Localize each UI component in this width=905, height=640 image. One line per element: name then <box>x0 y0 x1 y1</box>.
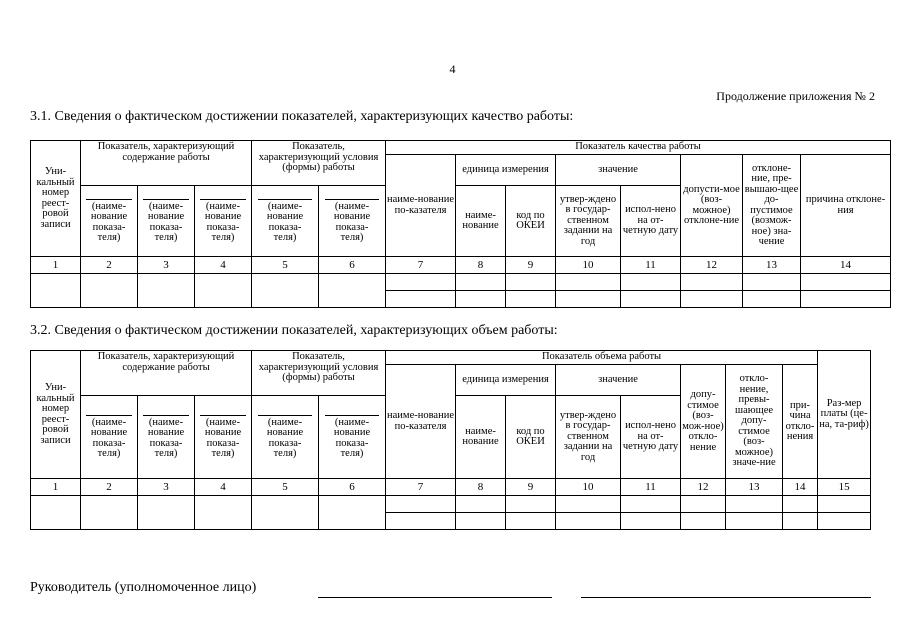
header-conditions-group: Показатель, характеризующий условия (формы) работы <box>252 141 386 186</box>
header-value-approved: утвер-ждено в государ-ственном задании на год <box>556 186 621 257</box>
empty-cell <box>319 496 386 530</box>
empty-cell <box>818 513 871 530</box>
column-number: 11 <box>621 479 681 496</box>
header-deviation-reason: при-чина откло-нения <box>783 365 818 479</box>
empty-cell <box>456 274 506 291</box>
header-unit-name: наиме-нование <box>456 186 506 257</box>
empty-cell <box>621 291 681 308</box>
column-number: 1 <box>31 479 81 496</box>
empty-cell <box>726 513 783 530</box>
empty-cell <box>743 274 801 291</box>
empty-cell <box>556 496 621 513</box>
empty-cell <box>681 274 743 291</box>
column-number: 15 <box>818 479 871 496</box>
empty-cell <box>195 496 252 530</box>
empty-cell <box>138 496 195 530</box>
empty-cell <box>681 291 743 308</box>
header-volume-group: Показатель объема работы <box>386 351 818 365</box>
empty-cell <box>783 513 818 530</box>
header-content-name-3: (наиме-нование показа-теля) <box>195 396 252 479</box>
header-content-name-1: (наиме-нование показа-теля) <box>81 186 138 257</box>
empty-cell <box>506 513 556 530</box>
quality-table <box>30 140 891 308</box>
empty-cell <box>621 496 681 513</box>
header-unique-number: Уни-кальный номер реест-ровой записи <box>31 351 81 479</box>
empty-cell <box>138 274 195 308</box>
empty-cell <box>456 291 506 308</box>
header-conditions-name-1: (наиме-нование показа-теля) <box>252 396 319 479</box>
header-value-group: значение <box>556 365 681 396</box>
header-content-name-2: (наиме-нование показа-теля) <box>138 396 195 479</box>
table-row <box>31 496 871 513</box>
column-number: 8 <box>456 479 506 496</box>
header-okei-code: код по ОКЕИ <box>506 186 556 257</box>
section-title-volume: 3.2. Сведения о фактическом достижении показателей, характеризующих объем работы: <box>30 323 558 338</box>
signature-line <box>318 596 552 598</box>
column-number: 5 <box>252 479 319 496</box>
column-number: 10 <box>556 479 621 496</box>
empty-cell <box>456 496 506 513</box>
empty-cell <box>556 513 621 530</box>
table-row <box>31 274 891 291</box>
volume-table <box>30 350 871 530</box>
header-content-group: Показатель, характеризующий содержание работы <box>81 141 252 186</box>
column-number: 2 <box>81 479 138 496</box>
header-unit-group: единица измерения <box>456 365 556 396</box>
header-indicator-name: наиме-нование по-казателя <box>386 365 456 479</box>
column-number: 9 <box>506 479 556 496</box>
column-number: 3 <box>138 479 195 496</box>
column-number: 11 <box>621 257 681 274</box>
empty-cell <box>783 496 818 513</box>
empty-cell <box>319 274 386 308</box>
header-unit-name: наиме-нование <box>456 396 506 479</box>
header-conditions-group: Показатель, характеризующий условия (формы) работы <box>252 351 386 396</box>
empty-cell <box>252 274 319 308</box>
empty-cell <box>31 496 81 530</box>
column-number: 2 <box>81 257 138 274</box>
column-number: 6 <box>319 257 386 274</box>
empty-cell <box>386 496 456 513</box>
empty-cell <box>556 274 621 291</box>
column-number: 12 <box>681 257 743 274</box>
header-value-actual: испол-нено на от-четную дату <box>621 186 681 257</box>
empty-cell <box>506 274 556 291</box>
header-indicator-name: наиме-нование по-казателя <box>386 155 456 257</box>
header-value-approved: утвер-ждено в государ-ственном задании на год <box>556 396 621 479</box>
empty-cell <box>801 274 891 291</box>
header-content-name-3: (наиме-нование показа-теля) <box>195 186 252 257</box>
column-number: 4 <box>195 257 252 274</box>
empty-cell <box>621 274 681 291</box>
column-number: 13 <box>743 257 801 274</box>
header-value-group: значение <box>556 155 681 186</box>
empty-cell <box>252 496 319 530</box>
column-number: 8 <box>456 257 506 274</box>
empty-cell <box>621 513 681 530</box>
column-number: 6 <box>319 479 386 496</box>
column-number: 10 <box>556 257 621 274</box>
empty-cell <box>195 274 252 308</box>
header-conditions-name-2: (наиме-нование показа-теля) <box>319 186 386 257</box>
empty-cell <box>456 513 506 530</box>
empty-cell <box>386 291 456 308</box>
page-number: 4 <box>449 62 456 76</box>
signature-name-line <box>581 596 871 598</box>
empty-cell <box>81 274 138 308</box>
column-number: 9 <box>506 257 556 274</box>
header-allowed-deviation: допусти-мое (воз-можное) отклоне-ние <box>681 155 743 257</box>
column-number: 13 <box>726 479 783 496</box>
column-number: 5 <box>252 257 319 274</box>
empty-cell <box>726 496 783 513</box>
header-okei-code: код по ОКЕИ <box>506 396 556 479</box>
empty-cell <box>386 274 456 291</box>
column-number: 12 <box>681 479 726 496</box>
empty-cell <box>743 291 801 308</box>
column-number: 7 <box>386 479 456 496</box>
empty-cell <box>386 513 456 530</box>
header-unit-group: единица измерения <box>456 155 556 186</box>
column-number: 14 <box>783 479 818 496</box>
section-title-quality: 3.1. Сведения о фактическом достижении показателей, характеризующих качество работы: <box>30 109 574 124</box>
header-allowed-deviation: допу-стимое (воз-мож-ное) откло-нение <box>681 365 726 479</box>
header-fee: Раз-мер платы (це-на, та-риф) <box>818 351 871 479</box>
header-unique-number: Уни-кальный номер реест-ровой записи <box>31 141 81 257</box>
signature-label: Руководитель (уполномоченное лицо) <box>30 580 257 595</box>
header-content-name-1: (наиме-нование показа-теля) <box>81 396 138 479</box>
empty-cell <box>818 496 871 513</box>
column-number: 14 <box>801 257 891 274</box>
empty-cell <box>681 513 726 530</box>
column-number: 3 <box>138 257 195 274</box>
header-exceed-deviation: откло-нение, превы-шающее допу-стимое (воз-можное) значе-ние <box>726 365 783 479</box>
header-value-actual: испол-нено на от-четную дату <box>621 396 681 479</box>
header-content-group: Показатель, характеризующий содержание работы <box>81 351 252 396</box>
empty-cell <box>801 291 891 308</box>
header-conditions-name-2: (наиме-нование показа-теля) <box>319 396 386 479</box>
header-content-name-2: (наиме-нование показа-теля) <box>138 186 195 257</box>
column-number: 4 <box>195 479 252 496</box>
header-quality-group: Показатель качества работы <box>386 141 891 155</box>
empty-cell <box>556 291 621 308</box>
continuation-label: Продолжение приложения № 2 <box>716 89 875 103</box>
header-exceed-deviation: отклоне-ние, пре-вышаю-щее до-пустимое (возмож-ное) зна-чение <box>743 155 801 257</box>
empty-cell <box>506 291 556 308</box>
column-number: 1 <box>31 257 81 274</box>
header-deviation-reason: причина отклоне-ния <box>801 155 891 257</box>
empty-cell <box>31 274 81 308</box>
empty-cell <box>506 496 556 513</box>
empty-cell <box>81 496 138 530</box>
header-conditions-name-1: (наиме-нование показа-теля) <box>252 186 319 257</box>
empty-cell <box>681 496 726 513</box>
column-number: 7 <box>386 257 456 274</box>
